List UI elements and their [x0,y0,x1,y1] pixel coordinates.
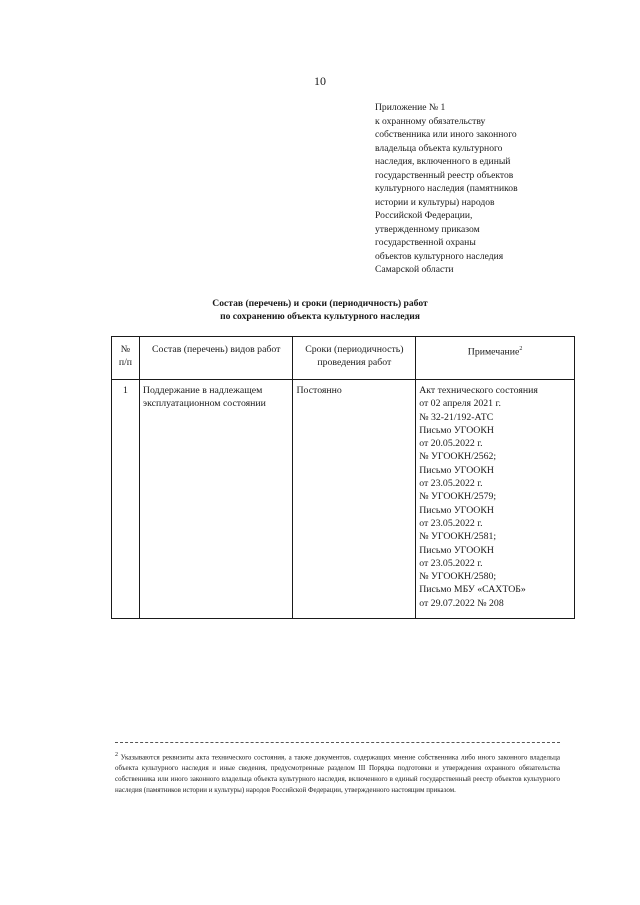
table-row [112,380,575,619]
note-line: Письмо МБУ «САХТОБ» [419,584,526,596]
appendix-header [375,101,605,277]
title-line-2: по сохранению объекта культурного наследия [220,311,420,322]
footnote-marker: 2 [115,752,118,758]
header-note-label: Примечание [467,346,520,358]
note-line: № 32-21/192-АТС [419,411,494,423]
appendix-line: культурного наследия (памятников [375,183,518,194]
footnote-divider [115,742,560,743]
note-line: № УГООКН/2579; [419,491,497,503]
document-title [0,297,640,323]
note-line: № УГООКН/2581; [419,531,497,543]
header-number-line-2: п/п [118,357,133,368]
note-line: от 23.05.2022 г. [419,517,483,529]
note-line: Письмо УГООКН [419,504,494,516]
note-line: от 02 апреля 2021 г. [419,398,501,410]
note-line: от 23.05.2022 г. [419,557,483,569]
note-line: № УГООКН/2580; [419,571,497,583]
header-terms-line-2: проведения работ [317,357,392,368]
header-works: Состав (перечень) видов работ [139,337,293,380]
header-terms-line-1: Сроки (периодичность) [305,344,404,355]
appendix-line: собственника или иного законного [375,129,517,140]
appendix-line: владельца объекта культурного [375,142,503,154]
row-works [139,380,293,619]
appendix-line: Самарской области [375,264,454,275]
header-terms [293,337,416,380]
header-note [416,337,575,380]
footnote-text: Указываются реквизиты акта технического состояния, а также документов, содержащих мнение собственника либо иного законного владельца объекта культурного наследия и иные сведения, предусмотренные разделом III Порядка подготовки и утверждения охранного обязательства собственника или иного законного владельца объекта культурного наследия, включенного в единый государственный реестр объектов культурного наследия (памятников истории и культуры) народов Российской Федерации, утвержденного настоящим приказом. [115,753,560,795]
appendix-line: государственной охраны [375,237,476,248]
row-works-line-2: эксплуатационном состоянии [142,398,266,410]
row-works-line-1: Поддержание в надлежащем [142,385,263,396]
note-line: Письмо УГООКН [419,544,494,556]
note-line: Письмо УГООКН [419,464,494,476]
appendix-line: государственный реестр объектов [375,169,514,181]
appendix-line: Приложение № 1 [375,102,446,113]
row-number: 1 [112,380,140,619]
footnote [115,750,560,796]
appendix-line: истории и культуры) народов [375,196,495,208]
page-number: 10 [314,74,326,88]
note-line: Акт технического состояния [419,385,538,396]
appendix-line: объектов культурного наследия [375,250,504,262]
header-note-footnote-ref: 2 [519,346,523,352]
note-line: от 23.05.2022 г. [419,478,483,490]
header-number-line-1: № [120,344,131,355]
note-line: от 29.07.2022 № 208 [419,597,504,609]
note-line: Письмо УГООКН [419,424,494,436]
title-line-1: Состав (перечень) и сроки (периодичность) работ [212,298,428,309]
header-number [112,337,140,380]
appendix-line: утвержденному приказом [375,223,480,235]
appendix-line: наследия, включенного в единый [375,156,511,167]
note-line: № УГООКН/2562; [419,451,497,463]
appendix-line: к охранному обязательству [375,115,486,127]
row-note [416,380,575,619]
appendix-line: Российской Федерации, [375,210,473,221]
table-header-row [112,337,575,380]
note-line: от 20.05.2022 г. [419,438,483,450]
row-terms: Постоянно [293,380,416,619]
works-table [111,336,575,619]
